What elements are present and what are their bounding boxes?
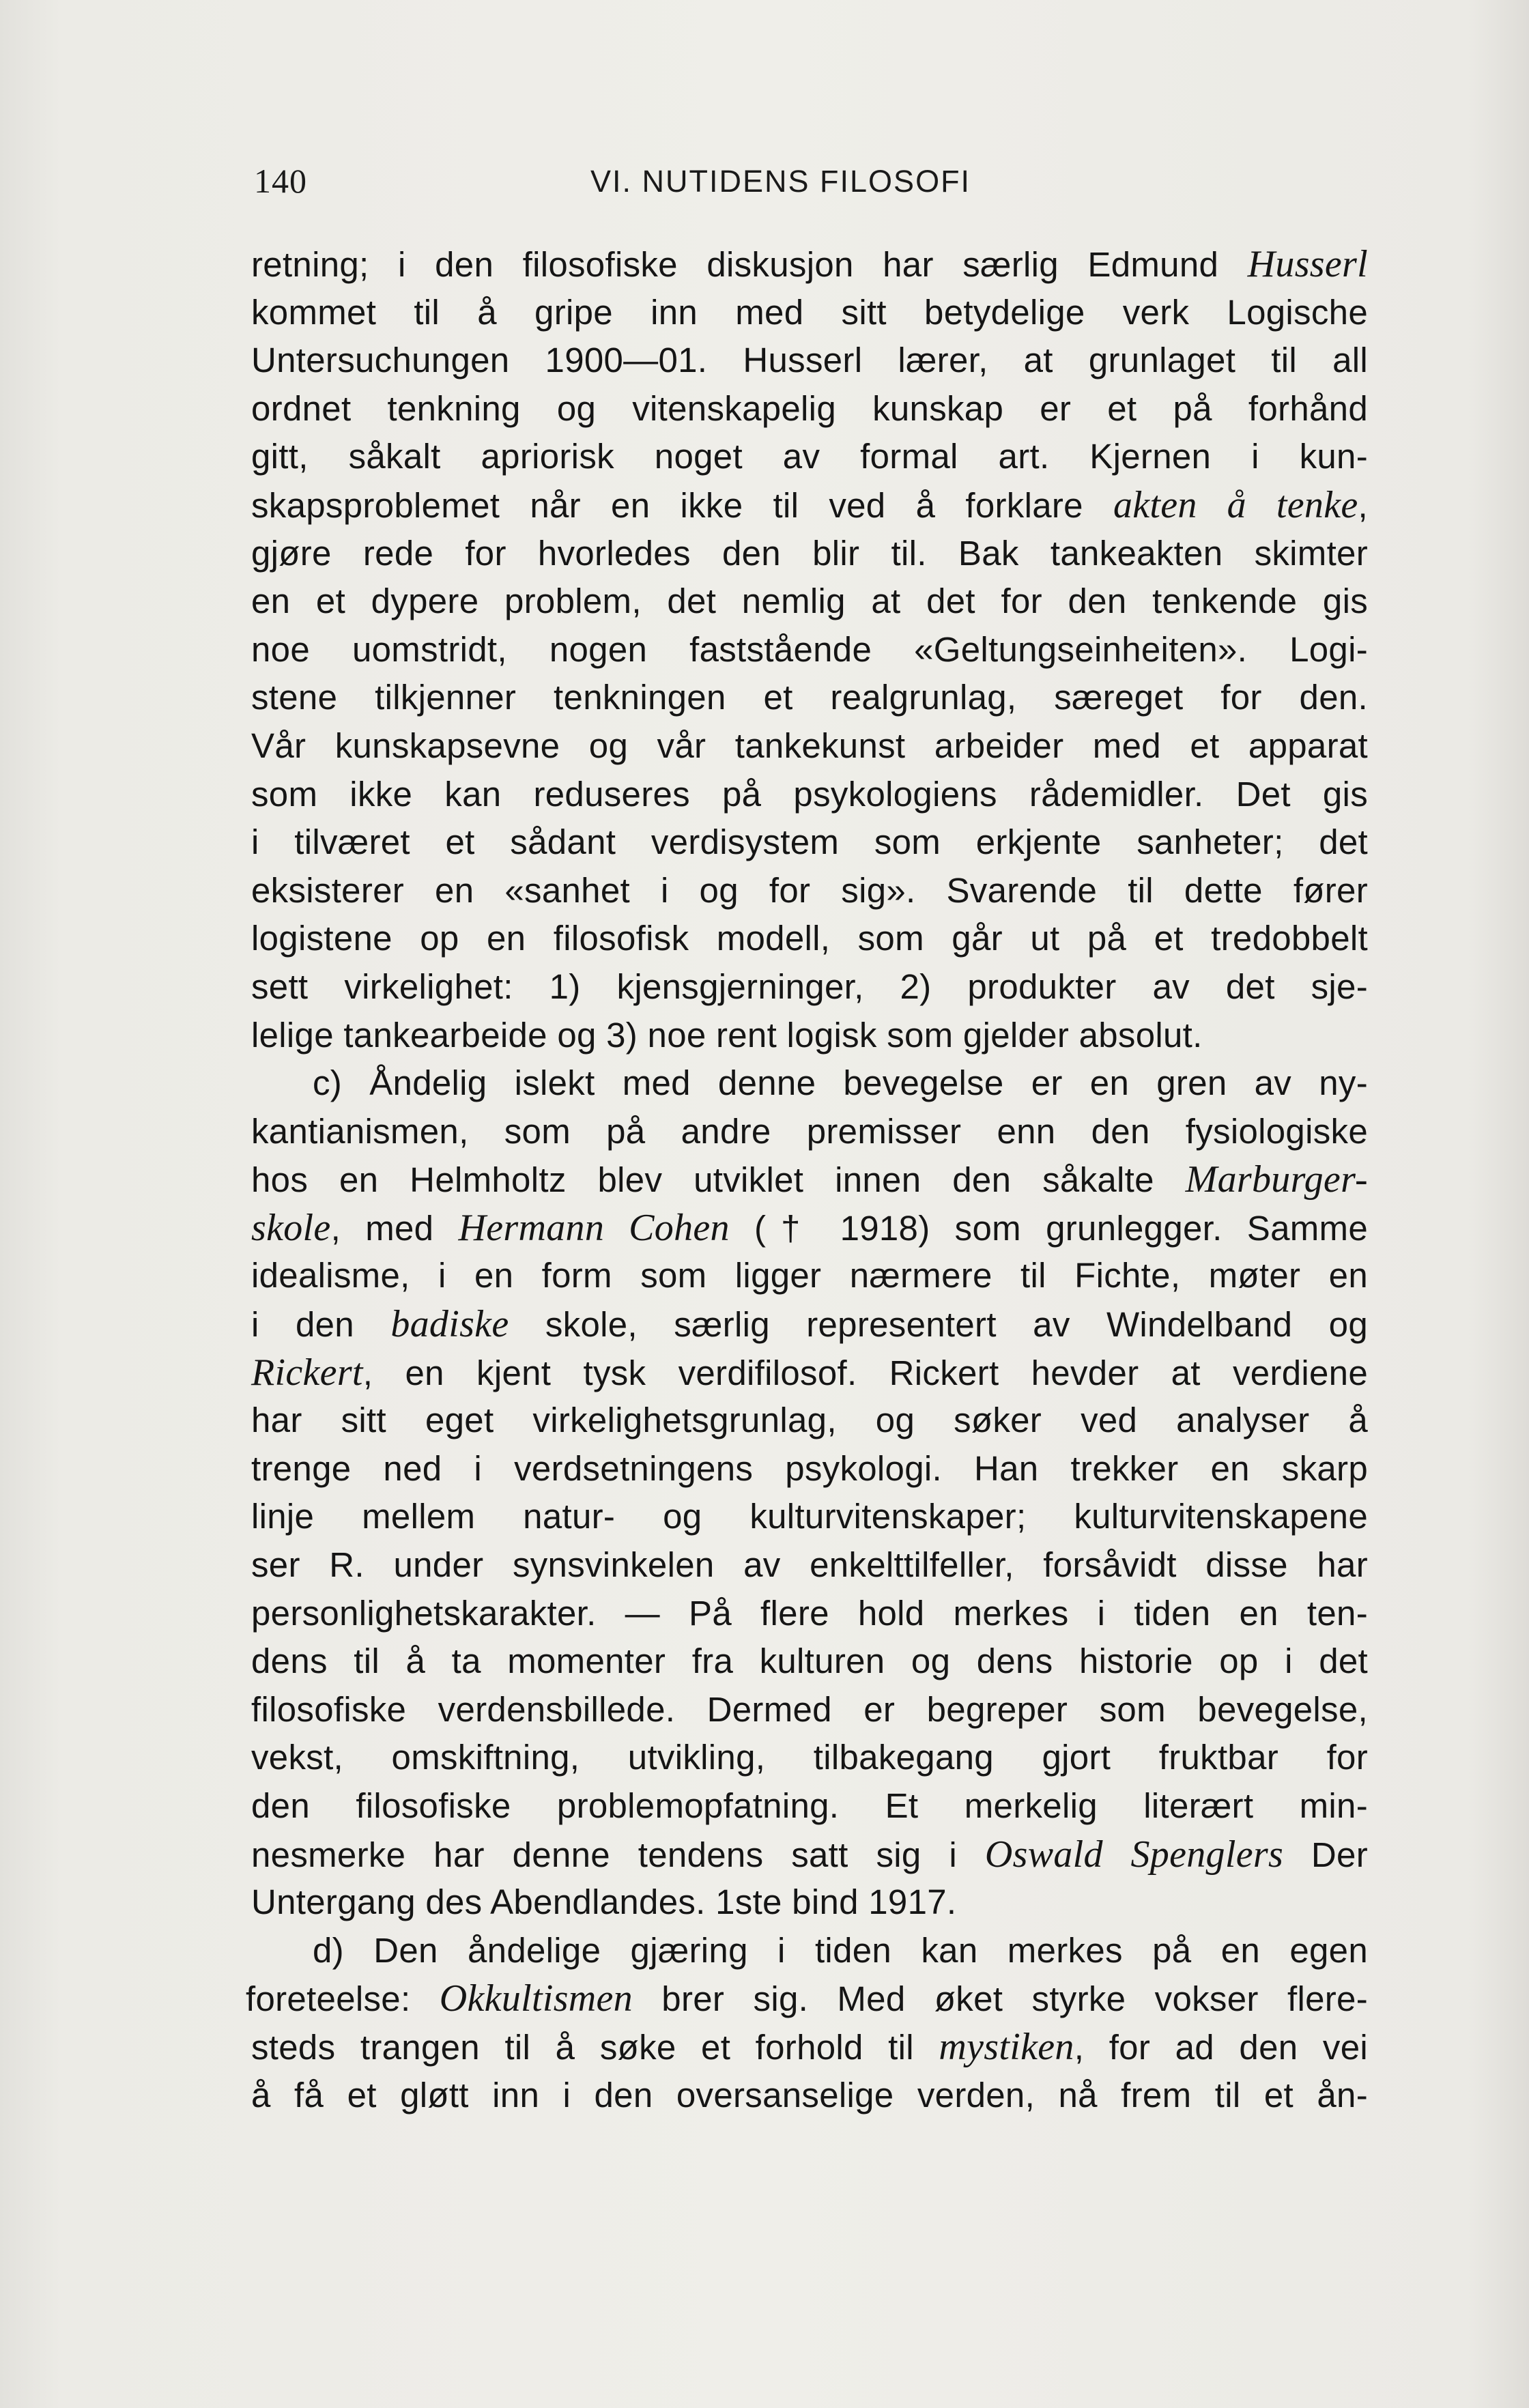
text-line (251, 771, 1368, 819)
text-run: linje mellem natur- og kulturvitenskaper; kulturvitenskapene (251, 1497, 1368, 1536)
text-run: , for ad den vei (1074, 2027, 1368, 2067)
text-line (251, 530, 1368, 578)
text-run: , med (330, 1208, 459, 1248)
text-line (251, 1686, 1368, 1734)
text-run: , (1358, 485, 1369, 525)
text-run: sett virkelighet: 1) kjensgjerninger, 2) produkter av det sje- (251, 966, 1368, 1006)
text-run: Untergang des Abendlandes. 1ste bind 1917. (251, 1882, 957, 1922)
text-run: vekst, omskiftning, utvikling, tilbakegang gjort fruktbar for (251, 1738, 1368, 1777)
running-title: VI. NUTIDENS FILOSOFI (590, 164, 971, 199)
text-line (251, 915, 1368, 963)
text-line (251, 674, 1368, 722)
italic-text: badiske (390, 1303, 509, 1346)
text-line (251, 1108, 1368, 1156)
text-line (251, 1156, 1368, 1204)
text-run: har sitt eget virkelighetsgrunlag, og søker ved analyser å (251, 1401, 1368, 1440)
text-run: gjøre rede for hvorledes den blir til. Bak tankeakten skimter (251, 533, 1368, 573)
text-line (251, 1012, 1368, 1060)
text-run: nesmerke har denne tendens satt sig i (251, 1835, 985, 1874)
text-run: lelige tankearbeide og 3) noe rent logisk som gjelder absolut. (251, 1015, 1203, 1055)
text-line (251, 1637, 1368, 1686)
text-run: som ikke kan reduseres på psykologiens rådemidler. Det gis (251, 774, 1368, 814)
italic-text: Rickert (251, 1351, 363, 1394)
text-run: personlighetskarakter. — På flere hold merkes i tiden en ten- (251, 1593, 1368, 1633)
text-run: å få et gløtt inn i den oversanselige verden, nå frem til et ån- (251, 2075, 1368, 2115)
text-line (251, 433, 1368, 481)
text-line (251, 385, 1368, 433)
italic-text: skole (251, 1206, 331, 1249)
text-run: Untersuchungen 1900—01. Husserl lærer, at grunlaget til all (251, 341, 1368, 380)
text-line (251, 818, 1368, 867)
text-run: ordnet tenkning og vitenskapelig kunskap er et på forhånd (251, 388, 1368, 428)
text-run: en et dypere problem, det nemlig at det for den tenkende gis (251, 582, 1368, 621)
text-run: retning; i den filosofiske diskusjon har særlig Edmund (251, 245, 1248, 284)
text-run: d) Den åndelige gjæring i tiden kan merkes på en egen (313, 1930, 1368, 1970)
text-line (251, 289, 1368, 337)
text-line (251, 577, 1368, 626)
text-line (251, 1445, 1368, 1493)
text-line (251, 336, 1368, 385)
text-run: den filosofiske problemopfatning. Et merkelig literært min- (251, 1786, 1368, 1825)
text-run: hos en Helmholtz blev utviklet innen den såkalte (251, 1160, 1186, 1200)
page-number: 140 (254, 162, 307, 200)
text-line (251, 2023, 1368, 2072)
text-line (251, 867, 1368, 915)
text-run: i tilværet et sådant verdisystem som erkjente sanheter; det (251, 822, 1368, 862)
text-line (251, 1541, 1368, 1590)
text-run: skole, særlig representert av Windelband og (509, 1305, 1368, 1345)
text-run: ser R. under synsvinkelen av enkelttilfeller, forsåvidt disse har (251, 1545, 1368, 1585)
text-run: skapsproblemet når en ikke til ved å forklare (251, 485, 1113, 525)
text-line (251, 2072, 1368, 2120)
text-run: Vår kunskapsevne og vår tankekunst arbeider med et apparat (251, 726, 1368, 765)
italic-text: Okkultismen (439, 1977, 633, 2020)
text-run: i den (251, 1305, 391, 1345)
text-line (251, 1396, 1368, 1445)
text-run: foreteelse: (246, 1979, 440, 2019)
text-line (251, 1831, 1368, 1879)
italic-text: Husserl (1247, 243, 1368, 285)
text-line (251, 240, 1368, 289)
text-line (251, 1493, 1368, 1541)
text-run: noe uomstridt, nogen faststående «Geltungseinheiten». Logi- (251, 629, 1368, 669)
text-line (251, 1204, 1368, 1252)
text-line (251, 481, 1368, 530)
text-run: , en kjent tysk verdifilosof. Rickert hevder at verdiene (362, 1353, 1368, 1392)
italic-text: Marburger- (1185, 1158, 1368, 1201)
text-run: eksisterer en «sanhet i og for sig». Svarende til dette fører (251, 870, 1368, 910)
text-line (251, 1059, 1368, 1108)
text-line (251, 626, 1368, 674)
text-run: trenge ned i verdsetningens psykologi. Han trekker en skarp (251, 1448, 1368, 1488)
text-run: c) Åndelig islekt med denne bevegelse er en gren av ny- (313, 1063, 1368, 1103)
text-run: († 1918) som grunlegger. Samme (729, 1208, 1368, 1248)
text-line (251, 1927, 1368, 1975)
text-line (251, 1878, 1368, 1927)
text-line (246, 1975, 1368, 2023)
text-line (251, 1734, 1368, 1782)
text-run: kommet til å gripe inn med sitt betydelige verk Logische (251, 292, 1368, 332)
text-line (251, 1349, 1368, 1397)
text-line (251, 1590, 1368, 1638)
text-run: kantianismen, som på andre premisser enn den fysiologiske (251, 1111, 1368, 1151)
italic-text: Oswald Spenglers (984, 1833, 1284, 1876)
text-line (251, 1252, 1368, 1300)
running-head (254, 157, 1373, 212)
text-line (251, 1300, 1368, 1349)
text-run: idealisme, i en form som ligger nærmere til Fichte, møter en (251, 1256, 1368, 1295)
text-line (251, 963, 1368, 1012)
text-run: gitt, såkalt apriorisk noget av formal art. Kjernen i kun- (251, 437, 1368, 476)
text-run: steds trangen til å søke et forhold til (251, 2027, 939, 2067)
text-run: brer sig. Med øket styrke vokser flere- (632, 1979, 1368, 2019)
text-line (251, 722, 1368, 771)
italic-text: Hermann Cohen (458, 1206, 730, 1249)
text-run: dens til å ta momenter fra kulturen og dens historie op i det (251, 1642, 1368, 1681)
text-line (251, 1782, 1368, 1831)
text-run: stene tilkjenner tenkningen et realgrunlag, særeget for den. (251, 678, 1368, 717)
body-text (246, 240, 1369, 2119)
text-run: filosofiske verdensbillede. Dermed er begreper som bevegelse, (251, 1689, 1368, 1729)
text-run: logistene op en filosofisk modell, som går ut på et tredobbelt (251, 919, 1368, 958)
text-run: Der (1283, 1835, 1368, 1874)
italic-text: mystiken (939, 2025, 1074, 2068)
italic-text: akten å tenke (1113, 483, 1358, 526)
